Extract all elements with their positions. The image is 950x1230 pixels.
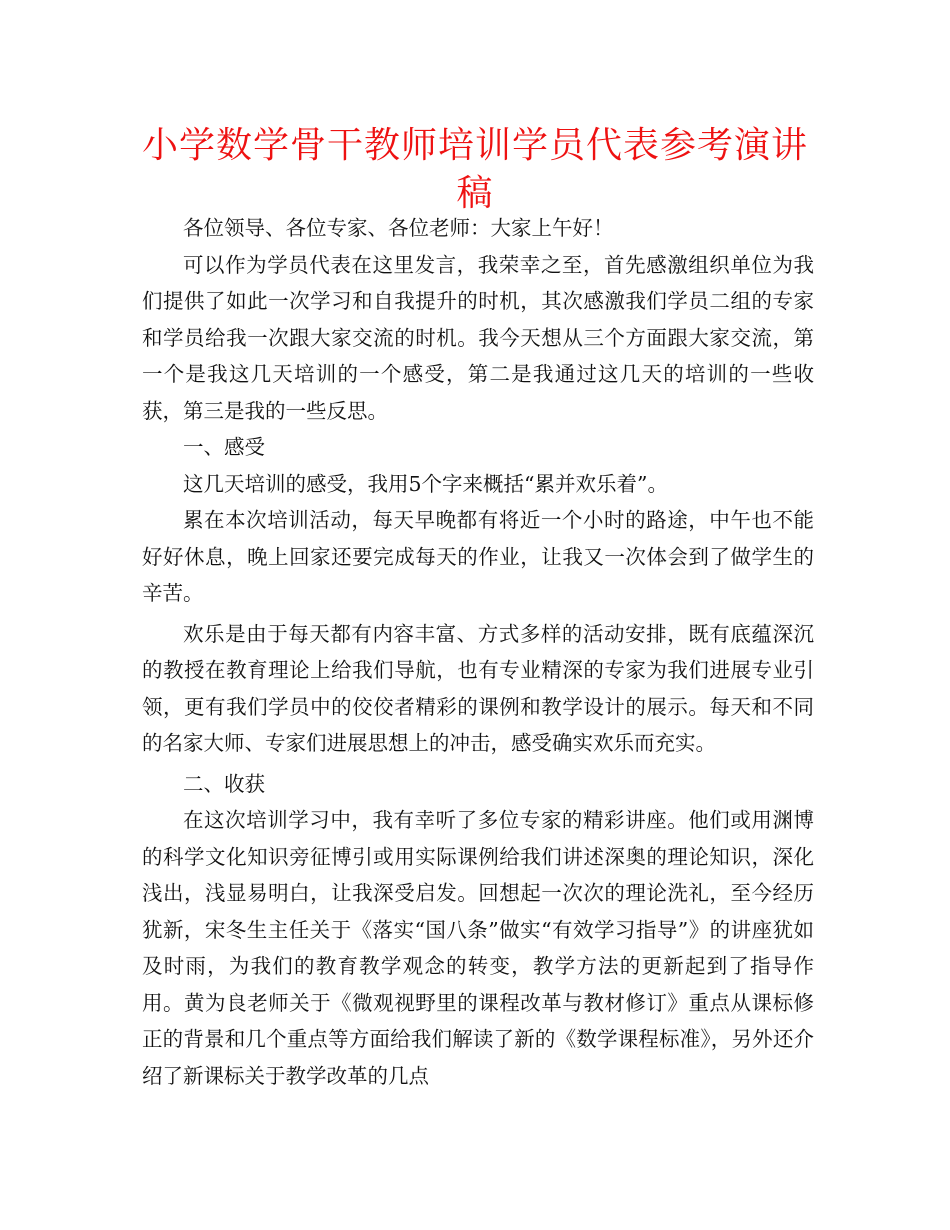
document-body (142, 210, 814, 1094)
paragraph-joy: 欢乐是由于每天都有内容丰富、方式多样的活动安排，既有底蕴深沉的教授在教育理论上给我们导航，也有专业精深的专家为我们进展专业引领，更有我们学员中的佼佼者精彩的课例和教学设计的展示。每天和不同的名家大师、专家们进展思想上的冲击，感受确实欢乐而充实。 (142, 621, 814, 755)
section-heading-feelings: 一、感受 (183, 435, 265, 459)
section-heading-gains: 二、收获 (183, 771, 265, 796)
paragraph-intro: 可以作为学员代表在这里发言，我荣幸之至，首先感激组织单位为我们提供了如此一次学习和自我提升的时机，其次感激我们学员二组的专家和学员给我一次跟大家交流的时机。我今天想从三个方面跟大家交流，第一个是我这几天培训的一个感受，第二是我通过这几天的培训的一些收获，第三是我的一些反思。 (142, 252, 814, 423)
paragraph-gains: 在这次培训学习中，我有幸听了多位专家的精彩讲座。他们或用渊博的科学文化知识旁征博引或用实际课例给我们讲述深奥的理论知识，深化浅出，浅显易明白，让我深受启发。回想起一次次的理论洗礼，至今经历犹新，宋冬生主任关于《落实“国八条”做实“有效学习指导”》的讲座犹如及时雨，为我们的教育教学观念的转变，教学方法的更新起到了指导作用。黄为良老师关于《微观视野里的课程改革与教材修订》重点从课标修正的背景和几个重点等方面给我们解读了新的《数学课程标准》，另外还介绍了新课标关于教学改革的几点 (142, 808, 814, 1088)
paragraph-feelings-summary: 这几天培训的感受，我用5个字来概括“累并欢乐着”。 (183, 471, 669, 496)
paragraph-greeting: 各位领导、各位专家、各位老师：大家上午好！ (183, 216, 614, 240)
document-title: 小学数学骨干教师培训学员代表参考演讲稿 (141, 125, 808, 214)
paragraph-tired: 累在本次培训活动，每天早晚都有将近一个小时的路途，中午也不能好好休息，晚上回家还要完成每天的作业，让我又一次体会到了做学生的辛苦。 (142, 508, 814, 605)
